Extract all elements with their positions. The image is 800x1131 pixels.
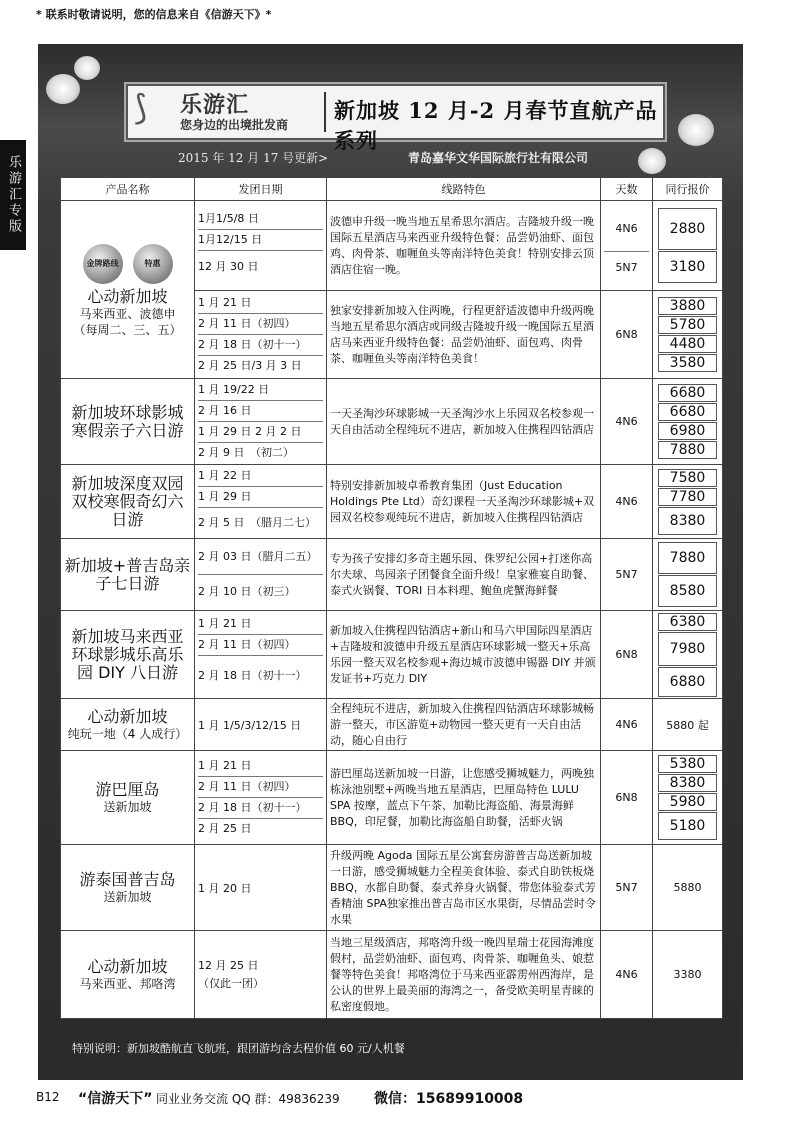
product-sub: （每周二、三、五） — [73, 322, 182, 337]
date-line: 2 月 11 日（初四） — [198, 635, 323, 656]
feature-cell: 独家安排新加坡入住两晚，行程更舒适波德申升级两晚当地五星希思尔酒店或同级吉隆坡升级一晚国际五星酒店马来西亚升级特色餐：品尝奶油虾、面包鸡、肉骨茶、咖喱鱼头等南洋特色美食！ — [327, 291, 601, 379]
feature-cell: 当地三星级酒店，邦咯湾升级一晚四星瑞士花园海滩度假村，品尝奶油虾、面包鸡、肉骨茶、咖喱鱼头、娘惹餐等特色美食！邦咯湾位于马来西亚霹雳州西海岸，是公认的世界上最美丽的海湾之一，备受欧美明星青睐的私密度假地。 — [327, 931, 601, 1019]
days-value: 5N7 — [615, 261, 638, 274]
days-cell: 6N8 — [601, 751, 653, 845]
logo-brand: 乐游汇 — [180, 93, 250, 118]
product-name-cell — [61, 379, 195, 465]
date-cell: 1 月 1/5/3/12/15 日 — [195, 699, 327, 751]
price-value: 6680 — [658, 384, 717, 402]
date-cell — [195, 751, 327, 845]
table-row — [61, 931, 723, 1019]
product-name-cell — [61, 465, 195, 539]
date-line: 1月12/15 日 — [198, 230, 323, 251]
blossom-icon — [678, 114, 714, 146]
product-name: 心动新加坡 — [87, 956, 168, 976]
date-line: 2 月 11 日（初四） — [198, 314, 323, 335]
feature-cell: 专为孩子安排幻多奇主题乐园、侏罗纪公园+打迷你高尔夫球、鸟园亲子团餐食全面升级！皇家雅宴自助餐、泰式火锅餐、TORI 日本料理、鲍鱼虎蟹海鲜餐 — [327, 539, 601, 611]
date-cell — [195, 931, 327, 1019]
price-value: 7980 — [658, 632, 717, 666]
price-cell — [653, 291, 723, 379]
price-value: 8380 — [658, 774, 717, 792]
footer-wechat: 微信：15689910008 — [374, 1091, 524, 1107]
price-value: 6980 — [658, 422, 717, 440]
product-sub: 送新加坡 — [103, 799, 152, 814]
logo-slogan: 您身边的出境批发商 — [180, 118, 289, 132]
side-tab: 乐游汇专版 — [0, 140, 26, 250]
product-name: 新加坡深度双园双校寒假奇幻六日游 — [71, 473, 184, 529]
price-cell — [653, 611, 723, 699]
table-header-row — [61, 178, 723, 201]
header-banner — [126, 84, 665, 153]
col-header: 线路特色 — [327, 178, 601, 201]
price-cell — [653, 465, 723, 539]
gold-route-badge-icon: 金牌路线 — [83, 244, 123, 284]
price-value: 7780 — [658, 488, 717, 506]
price-value: 6680 — [658, 403, 717, 421]
agency-name: 青岛嘉华文华国际旅行社有限公司 — [408, 151, 589, 165]
date-cell: 1 月 20 日 — [195, 845, 327, 931]
table-row — [61, 699, 723, 751]
days-value: 4N6 — [604, 207, 649, 252]
product-name: 新加坡马来西亚环球影城乐高乐园 DIY 八日游 — [71, 626, 184, 682]
feature-cell: 波德申升级一晚当地五星希思尔酒店。吉隆坡升级一晚国际五星酒店马来西亚升级特色餐：品尝奶油虾、面包鸡、肉骨茶、咖喱鱼头等南洋特色美食！特别安排云顶酒店住宿一晚。 — [327, 201, 601, 291]
price-value: 6880 — [658, 667, 717, 697]
product-name-cell — [61, 845, 195, 931]
date-line: 1月1/5/8 日 — [198, 209, 323, 230]
special-offer-badge-icon: 特惠 — [133, 244, 173, 284]
date-cell — [195, 539, 327, 611]
feature-cell: 全程纯玩不进店，新加坡入住携程四钻酒店环球影城畅游一整天，市区游览+动物园一整天更有一天自由活动，随心自由行 — [327, 699, 601, 751]
date-line: 1 月 21 日 — [198, 293, 323, 314]
product-sub: 马来西亚、邦咯湾 — [79, 976, 176, 991]
price-cell — [653, 201, 723, 291]
price-value: 4480 — [658, 335, 717, 353]
special-note: 特别说明：新加坡酷航直飞航班，跟团游均含去程价值 60 元/人机餐 — [72, 1042, 405, 1055]
footer-qq: 同业业务交流 QQ 群：49836239 — [156, 1092, 340, 1106]
date-cell — [195, 465, 327, 539]
price-cell — [653, 539, 723, 611]
top-note: * 联系时敬请说明，您的信息来自《信游天下》* — [36, 8, 272, 21]
date-line: 1 月 19/22 日 — [198, 380, 323, 401]
product-name-cell — [61, 539, 195, 611]
feature-cell: 新加坡入住携程四钻酒店+新山和马六甲国际四星酒店+吉隆坡和波德申升级五星酒店环球影城一整天+乐高乐园一整天双名校参观+海边城市波德申锡器 DIY 并颁发证书+巧克力 DIY — [327, 611, 601, 699]
price-cell: 5880 起 — [653, 699, 723, 751]
date-line: 2 月 25 日/3 月 3 日 — [198, 359, 302, 372]
feature-cell: 游巴厘岛送新加坡一日游，让您感受狮城魅力，两晚独栋泳池别墅+两晚当地五星酒店，巴厘岛特色 LULU SPA 按摩，蓝点下午茶、加勒比海盗船、海景海鲜 BBQ，印尼餐，加勒比海盗船自助餐，活虾火锅 — [327, 751, 601, 845]
col-header: 天数 — [601, 178, 653, 201]
date-line: 2 月 25 日 — [198, 822, 252, 835]
footer — [36, 1088, 756, 1112]
price-cell: 5880 — [653, 845, 723, 931]
price-value: 5980 — [658, 793, 717, 811]
date-line: 2 月 03 日（腊月二五） — [198, 540, 323, 575]
date-line: 2 月 18 日（初十一） — [198, 668, 307, 682]
days-cell: 4N6 — [601, 931, 653, 1019]
header-divider — [324, 92, 326, 132]
date-line: 1 月 29 日 — [198, 487, 323, 508]
date-line: 2 月 9 日 （初二） — [198, 446, 294, 459]
product-name: 心动新加坡 — [87, 706, 168, 726]
price-cell — [653, 751, 723, 845]
product-sub: 送新加坡 — [103, 889, 152, 904]
product-name: 心动新加坡 — [87, 286, 168, 306]
date-line: 12 月 30 日 — [198, 259, 259, 273]
product-name: 游泰国普吉岛 — [79, 869, 176, 889]
price-value: 8380 — [658, 507, 717, 535]
date-line: （仅此一团） — [198, 976, 264, 990]
product-sub: 纯玩一地（4 人成行） — [67, 726, 188, 741]
days-cell: 6N8 — [601, 611, 653, 699]
days-cell: 4N6 — [601, 465, 653, 539]
date-cell — [195, 379, 327, 465]
price-value: 7880 — [658, 542, 717, 574]
page-title: 新加坡 12 月-2 月春节直航产品系列 — [334, 98, 658, 153]
blossom-icon — [46, 74, 80, 104]
date-line: 1 月 29 日 2 月 2 日 — [198, 422, 323, 443]
logo-mark-icon: ⟆ — [134, 88, 148, 128]
product-name-cell — [61, 699, 195, 751]
product-sub: 马来西亚、波德申 — [79, 306, 176, 321]
price-value: 8580 — [658, 575, 717, 607]
col-header: 产品名称 — [61, 178, 195, 201]
price-value: 2880 — [658, 208, 717, 250]
price-cell: 3380 — [653, 931, 723, 1019]
table-row — [61, 751, 723, 845]
table-row — [61, 845, 723, 931]
price-value: 5780 — [658, 316, 717, 334]
table-row — [61, 539, 723, 611]
col-header: 发团日期 — [195, 178, 327, 201]
blossom-icon — [74, 56, 100, 80]
date-cell — [195, 201, 327, 291]
date-line: 1 月 22 日 — [198, 466, 323, 487]
price-value: 5380 — [658, 755, 717, 773]
product-name: 新加坡环球影城寒假亲子六日游 — [71, 402, 184, 440]
update-date: 2015 年 12 月 17 号更新> — [178, 151, 329, 165]
price-value: 7880 — [658, 441, 717, 459]
price-value: 7580 — [658, 469, 717, 487]
col-header: 同行报价 — [653, 178, 723, 201]
feature-cell: 特别安排新加坡卓希教育集团（Just Education Holdings Pte Ltd）奇幻课程一天圣淘沙环球影城+双园双名校参观纯玩不进店，新加坡入住携程四钻酒店 — [327, 465, 601, 539]
date-cell — [195, 611, 327, 699]
days-cell — [601, 201, 653, 291]
product-name-cell — [61, 931, 195, 1019]
logo — [134, 88, 314, 136]
price-value: 5180 — [658, 812, 717, 840]
days-cell: 5N7 — [601, 845, 653, 931]
days-cell: 6N8 — [601, 291, 653, 379]
product-name-cell — [61, 751, 195, 845]
date-line: 2 月 18 日（初十一） — [198, 335, 323, 356]
date-line: 1 月 21 日 — [198, 756, 323, 777]
feature-cell: 升级两晚 Agoda 国际五星公寓套房游普吉岛送新加坡一日游，感受狮城魅力全程美食体验、泰式自助铁板烧 BBQ，水都自助餐、泰式养身火锅餐、带您体验泰式芳香精油 SPA独家推出普吉岛市区水果街，尽情品尝时令水果 — [327, 845, 601, 931]
price-value: 3580 — [658, 354, 717, 372]
table-row — [61, 201, 723, 291]
product-name: 新加坡+普吉岛亲子七日游 — [64, 555, 191, 593]
date-line: 2 月 18 日（初十一） — [198, 798, 323, 819]
footer-brand: “信游天下” — [78, 1091, 153, 1107]
feature-cell: 一天圣淘沙环球影城一天圣淘沙水上乐园双名校参观一天自由活动全程纯玩不进店，新加坡入住携程四钻酒店 — [327, 379, 601, 465]
date-cell — [195, 291, 327, 379]
page-number: B12 — [36, 1090, 60, 1104]
ad-panel — [38, 44, 743, 1080]
date-line: 2 月 16 日 — [198, 401, 323, 422]
product-table — [60, 177, 723, 1019]
product-name-cell — [61, 201, 195, 379]
date-line: 2 月 5 日 （腊月二七） — [198, 515, 316, 529]
date-line: 2 月 11 日（初四） — [198, 777, 323, 798]
badge-group — [64, 244, 191, 284]
table-row — [61, 465, 723, 539]
price-value: 3880 — [658, 297, 717, 315]
days-cell: 4N6 — [601, 379, 653, 465]
table-row — [61, 611, 723, 699]
update-bar — [126, 148, 661, 168]
price-value: 6380 — [658, 613, 717, 631]
date-line: 12 月 25 日 — [198, 958, 259, 972]
table-row — [61, 379, 723, 465]
price-cell — [653, 379, 723, 465]
date-line: 2 月 10 日（初三） — [198, 585, 296, 598]
date-line: 1 月 21 日 — [198, 614, 323, 635]
days-cell: 4N6 — [601, 699, 653, 751]
product-name-cell — [61, 611, 195, 699]
days-cell: 5N7 — [601, 539, 653, 611]
price-value: 3180 — [658, 251, 717, 283]
product-name: 游巴厘岛 — [95, 779, 160, 799]
